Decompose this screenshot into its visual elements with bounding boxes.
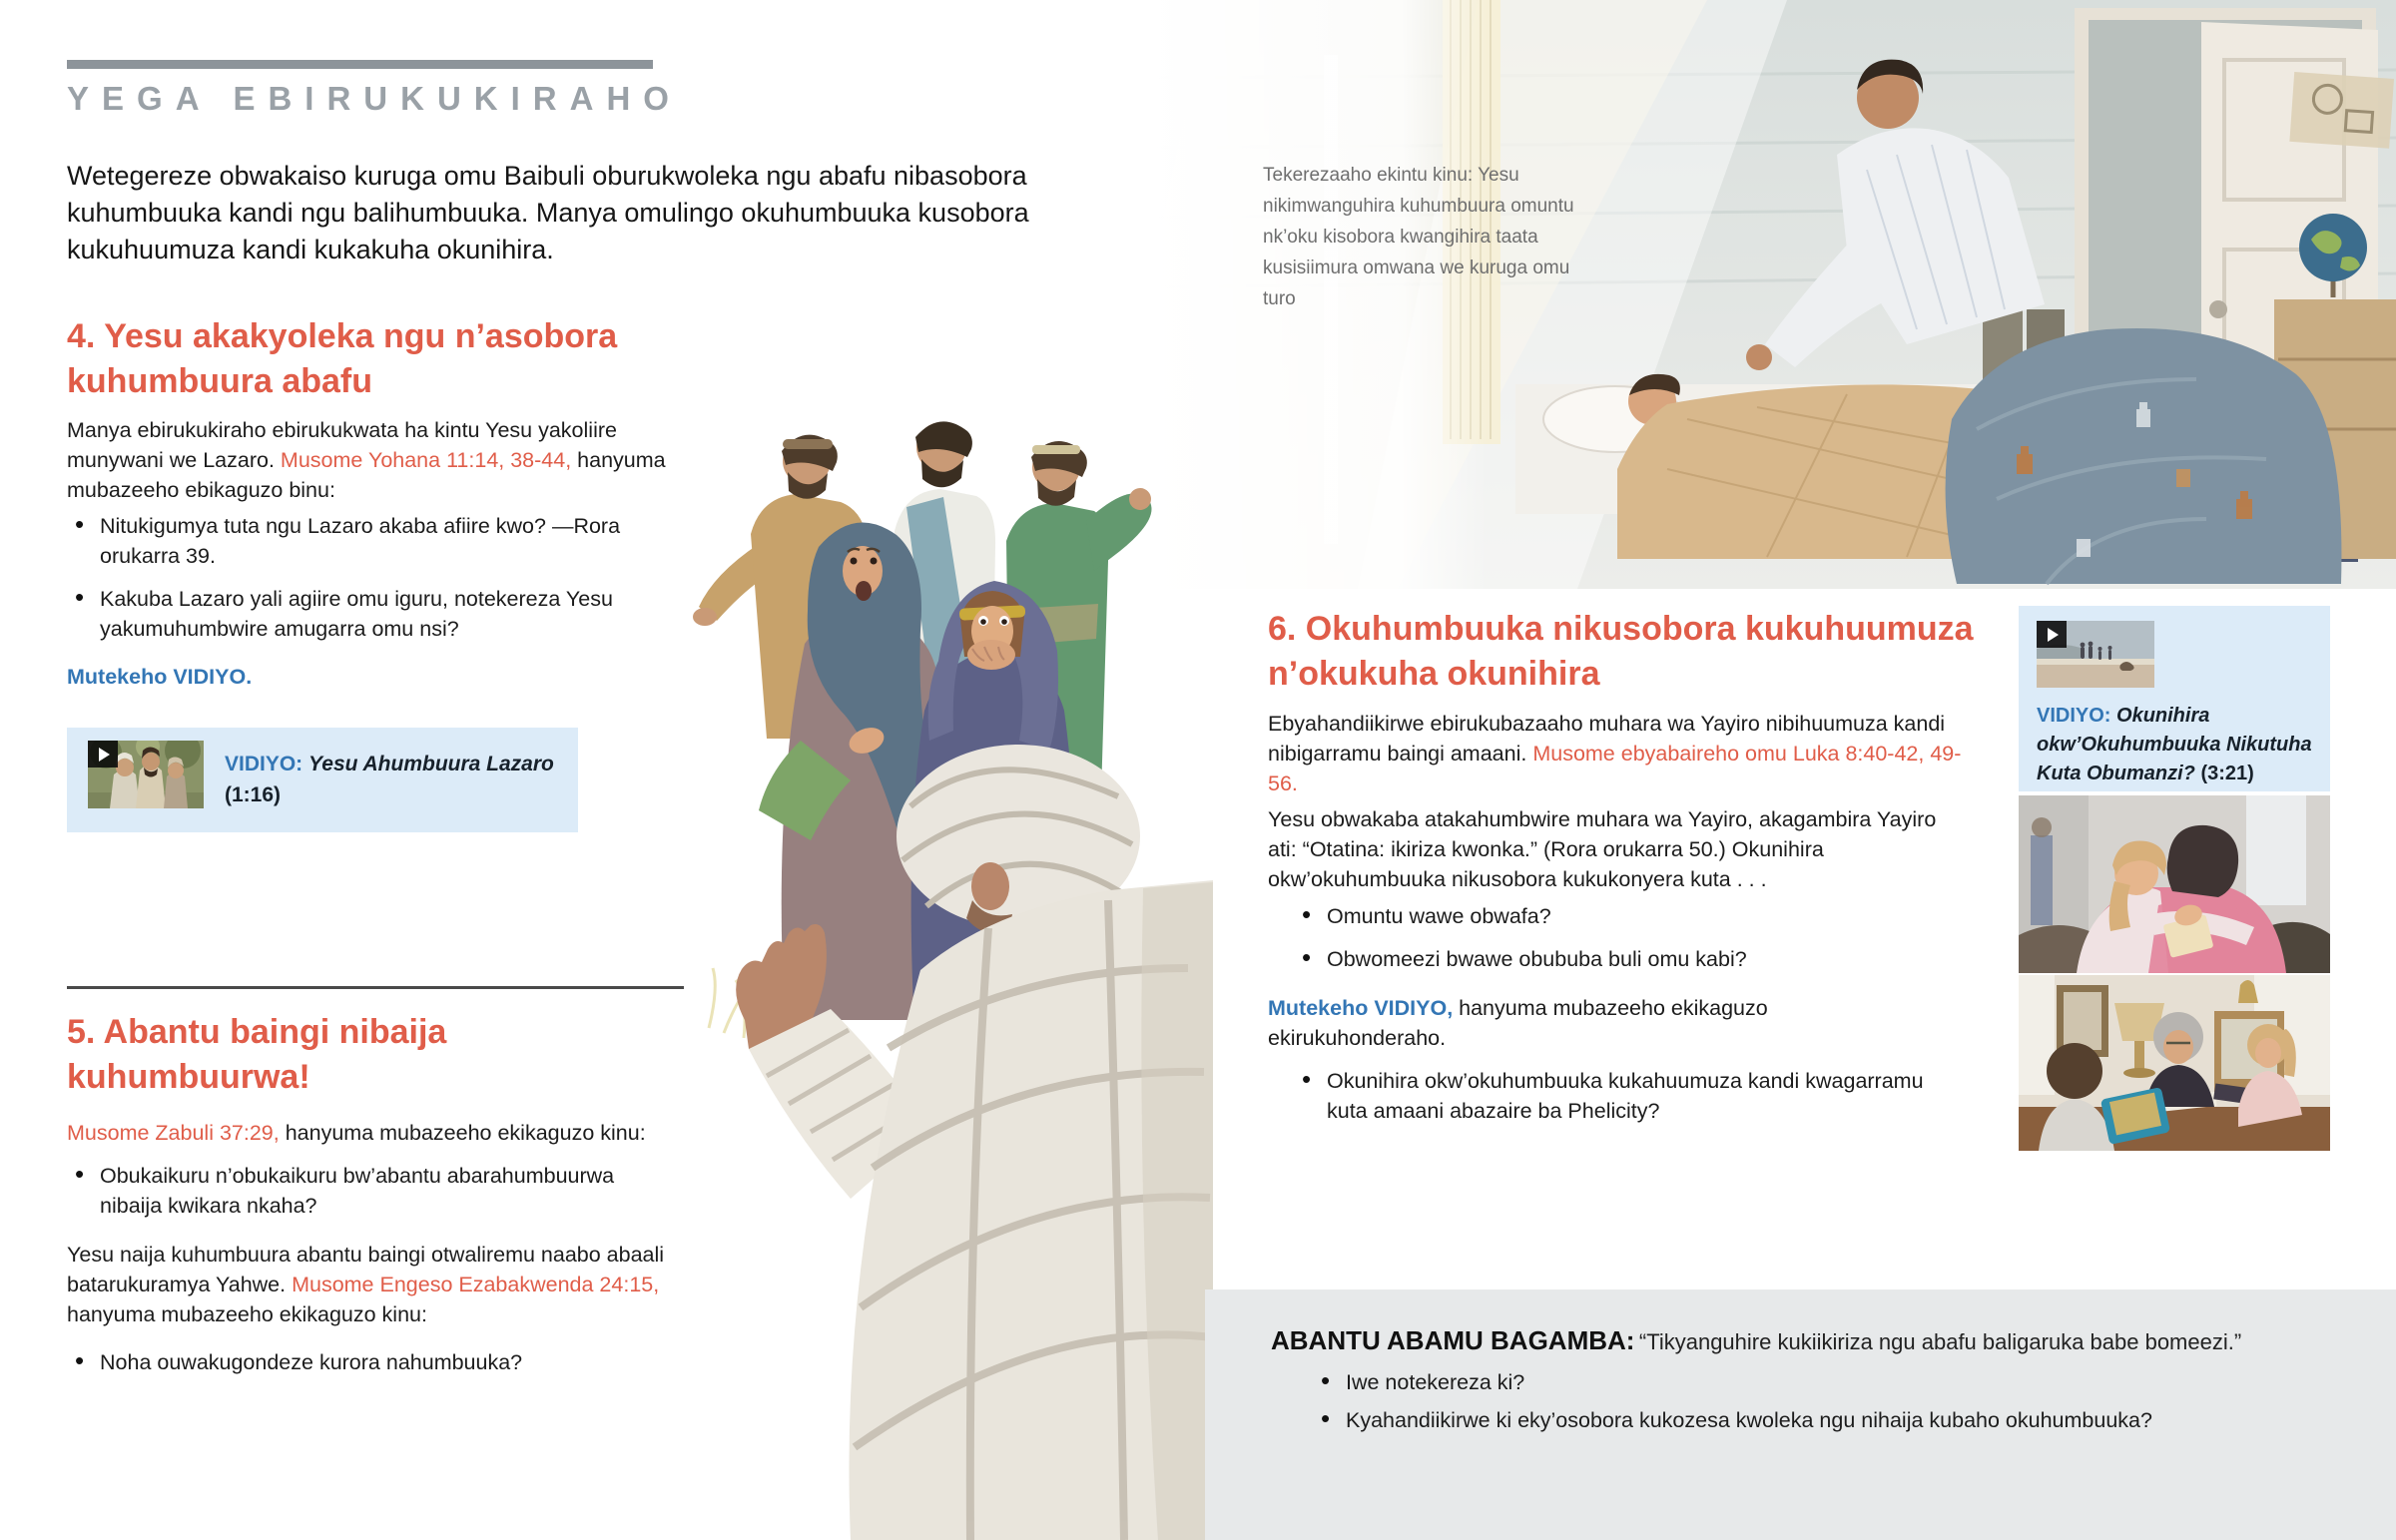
section4-heading: 4. Yesu akakyoleka ngu n’asobora kuhumbuura abafu — [67, 317, 618, 400]
video-duration: (1:16) — [225, 783, 282, 806]
bedroom-illustration — [1148, 0, 2396, 589]
quote-box-line — [1271, 1325, 2359, 1356]
list-item: • Noha ouwakugondeze kurora nahumbuuka? — [67, 1347, 666, 1377]
list-item: • Iwe notekereza ki? — [1313, 1367, 2361, 1397]
video-title: Okunihira okw’Okuhumbuuka Nikutuha Kuta Obumanzi? — [2037, 705, 2312, 784]
study-photo — [2019, 975, 2330, 1151]
section6-video-thumbnail[interactable] — [2037, 621, 2154, 688]
section6-bullet-list — [1294, 901, 1953, 987]
list-item: • Kakuba Lazaro yali agiire omu iguru, notekereza Yesu yakumuhumbwire amugarra omu nsi? — [67, 584, 646, 644]
video-duration: (3:21) — [2200, 763, 2254, 784]
section5-bullet-list-2 — [67, 1347, 666, 1390]
section6-paragraph1 — [1268, 709, 1967, 798]
kicker-bar — [67, 60, 653, 69]
video-title: Yesu Ahumbuura Lazaro — [308, 753, 554, 775]
blanket-fort — [1946, 328, 2342, 584]
section6-paragraph2: Yesu obwakaba atakahumbwire muhara wa Yayiro, akagambira Yayiro ati: “Otatina: ikiriza kwonka.” (Rora orukarra 50.) Okunihira okw’okuhumbuuka nikusobora kukukonyera kuta . . . — [1268, 807, 1937, 891]
play-icon[interactable] — [88, 741, 118, 768]
intro-paragraph: Wetegereze obwakaiso kuruga omu Baibuli oburukwoleka ngu abafu nibasobora kuhumbuuka kandi ngu balihumbuuka. Manya omulingo okuhumbuuka kusobora kukuhuumuza kandi kukakuha okunihira. — [67, 161, 1029, 264]
section4-bullet-list — [67, 511, 646, 657]
section4-paragraph-tail: hanyuma mubazeeho ebikaguzo binu: — [67, 448, 666, 502]
quote-box-bullet-list — [1313, 1367, 2361, 1443]
lazarus-illustration — [689, 409, 1213, 1540]
section6-video-cue-tail: hanyuma mubazeeho ekikaguzo ekirukuhonderaho. — [1268, 996, 1768, 1050]
video-label: VIDIYO: — [2037, 705, 2111, 727]
list-item: • Nitukigumya tuta ngu Lazaro akaba afiire kwo? —Rora orukarra 39. — [67, 511, 646, 571]
section4-video-cue[interactable]: Mutekeho VIDIYO. — [67, 665, 253, 689]
section6-paragraph1-lead: Ebyahandiikirwe ebirukubazaaho muhara wa Yayiro nibihuumuza kandi nibigarramu baingi amaani. — [1268, 712, 1946, 766]
section6-bullet-list-2 — [1294, 1066, 1933, 1139]
section5-heading: 5. Abantu baingi nibaija kuhumbuurwa! — [67, 1013, 447, 1096]
list-item: • Obukaikuru n’obukaikuru bw’abantu abarahumbuurwa nibaija kwikara nkaha? — [67, 1161, 666, 1221]
section4-paragraph-lead: Manya ebirukukiraho ebirukukwata ha kintu Yesu yakoliire munywani we Lazaro. — [67, 418, 617, 472]
section6-heading: 6. Okuhumbuuka nikusobora kukuhuumuza n’okukuha okunihira — [1268, 610, 1974, 693]
section4-scripture-link[interactable]: Musome Yohana 11:14, 38-44, — [280, 448, 572, 472]
quote-box-heading: ABANTU ABAMU BAGAMBA: — [1271, 1325, 1635, 1355]
list-item: • Omuntu wawe obwafa? — [1294, 901, 1953, 931]
play-icon[interactable] — [2037, 621, 2067, 648]
section6-video-box[interactable] — [2019, 606, 2330, 791]
section6-video-caption — [2037, 702, 2316, 788]
section5-scripture-link-2[interactable]: Musome Engeso Ezabakwenda 24:15, — [292, 1273, 660, 1296]
section5-scripture-link-1[interactable]: Musome Zabuli 37:29, — [67, 1121, 280, 1145]
bedroom-illustration-caption: Tekerezaaho ekintu kinu: Yesu nikimwanguhira kuhumbuura omuntu nk’oku kisobora kwangihira taata kusisiimura omwana we kuruga omu turo — [1263, 165, 1574, 309]
list-item: • Obwomeezi bwawe obububa buli omu kabi? — [1294, 944, 1953, 974]
kicker: YEGA EBIRUKUKIRAHO — [67, 80, 682, 117]
section5-paragraph2-lead: Yesu naija kuhumbuura abantu baingi otwaliremu naabo abaali batarukuramya Yahwe. — [67, 1243, 665, 1296]
section4-video-thumbnail[interactable] — [88, 741, 204, 808]
list-item: • Okunihira okw’okuhumbuuka kukahuumuza kandi kwagarramu kuta amaani abazaire ba Phelicity? — [1294, 1066, 1933, 1126]
section4-video-caption — [225, 749, 554, 810]
list-item: • Kyahandiikirwe ki eky’osobora kukozesa kwoleka ngu nihaija kubaho okuhumbuuka? — [1313, 1405, 2361, 1435]
hug-photo — [2019, 795, 2330, 973]
quote-box — [1205, 1289, 2396, 1540]
section4-paragraph — [67, 415, 666, 505]
section4-video-box[interactable] — [67, 728, 578, 832]
lazarus-illustration-art — [689, 409, 1213, 1540]
section5-paragraph1 — [67, 1118, 706, 1148]
hug-photo-art — [2019, 795, 2330, 973]
section-divider — [67, 986, 684, 989]
video-label: VIDIYO: — [225, 753, 303, 775]
section6-video-cue-link[interactable]: Mutekeho VIDIYO, — [1268, 996, 1454, 1020]
section5-bullet-list-1 — [67, 1161, 666, 1234]
section5-paragraph1-tail: hanyuma mubazeeho ekikaguzo kinu: — [279, 1121, 646, 1145]
study-photo-art — [2019, 975, 2330, 1151]
section6-scripture-link[interactable]: Musome ebyabaireho omu Luka 8:40-42, 49-56. — [1268, 742, 1962, 795]
section6-video-cue — [1268, 993, 1927, 1053]
quote-box-quote: “Tikyanguhire kukiikiriza ngu abafu baligaruka babe bomeezi.” — [1638, 1329, 2242, 1354]
section5-paragraph2-tail: hanyuma mubazeeho ekikaguzo kinu: — [67, 1302, 427, 1326]
section5-paragraph2 — [67, 1240, 666, 1329]
